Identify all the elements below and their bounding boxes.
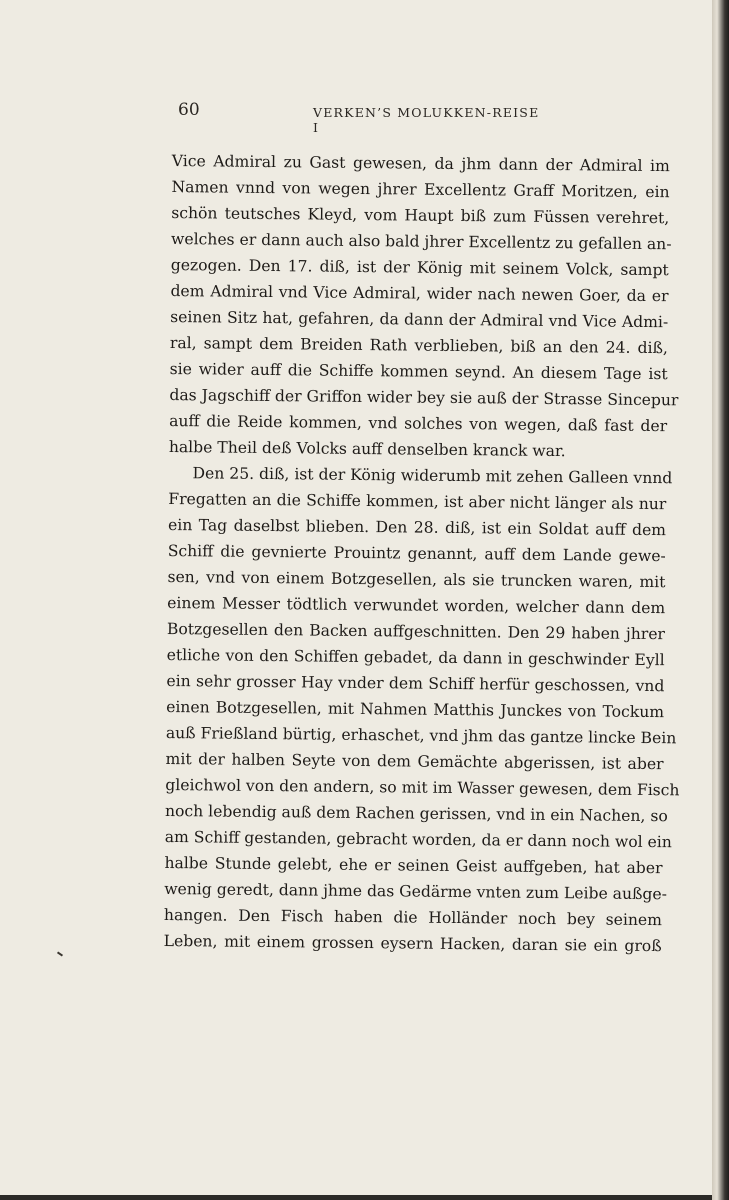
book-spine-edge [712,0,729,1200]
paragraph-2 [163,460,680,959]
body-text [163,148,680,959]
text-line: Den 25. diß, ist der König widerumb mit zehen Galleen vnnd [192,464,673,488]
text-line: sen, vnd von einem Botzgesellen, als sie truncken waren, mit [167,567,666,592]
ink-speck [57,951,63,956]
text-line: Schiff die gevnierte Prouintz genannt, auff dem Lande gewe- [167,541,666,566]
text-line: das Jagschiff der Griffon wider bey sie auß der Strasse Sincepur [169,385,679,410]
text-line: sie wider auff die Schiffe kommen seynd. An diesem Tage ist [169,359,668,384]
text-line: hangen. Den Fisch haben die Holländer noch bey seinem [163,905,663,930]
text-line: etliche von den Schiffen gebadet, da dann in geschwinder Eyll [166,645,665,670]
text-line: am Schiff gestanden, gebracht worden, da er dann noch wol ein [164,827,672,852]
text-line: ein Tag daselbst blieben. Den 28. diß, ist ein Soldat auff dem [167,515,667,540]
text-line: einem Messer tödtlich verwundet worden, welcher dann dem [167,593,666,618]
text-line: Fregatten an die Schiffe kommen, ist aber nicht länger als nur [168,489,667,514]
text-line: auß Frießland bürtig, erhaschet, vnd jhm das gantze lincke Bein [165,723,677,748]
text-line: seinen Sitz hat, gefahren, da dann der Admiral vnd Vice Admi- [170,307,669,332]
page-number: 60 [178,100,200,120]
text-line: schön teutsches Kleyd, vom Haupt biß zum Füssen verehret, [171,203,670,228]
text-line: ral, sampt dem Breiden Rath verblieben, biß an den 24. diß, [169,333,669,358]
text-line: Vice Admiral zu Gast gewesen, da jhm dann der Admiral im [171,151,670,176]
text-line: einen Botzgesellen, mit Nahmen Matthis Junckes von Tockum [166,697,665,722]
text-line: halbe Theil deß Volcks auff denselben kranck war. [168,437,566,461]
running-title: VERKEN’S MOLUKKEN-REISE I [313,105,540,135]
text-line: Botzgesellen den Backen auffgeschnitten. Den 29 haben jhrer [166,619,666,644]
text-line: gleichwol von den andern, so mit im Wasser gewesen, dem Fisch [165,775,680,800]
paragraph-1 [168,148,679,465]
text-line: mit der halben Seyte von dem Gemächte abgerissen, ist aber [165,749,664,774]
text-line: welches er dann auch also bald jhrer Excellentz zu gefallen an- [170,229,672,254]
page-header [178,100,550,135]
text-line: gezogen. Den 17. diß, ist der König mit seinem Volck, sampt [170,255,669,280]
text-line: halbe Stunde gelebt, ehe er seinen Geist auffgeben, hat aber [164,853,663,878]
text-line: noch lebendig auß dem Rachen gerissen, vnd in ein Nachen, so [164,801,668,826]
text-line: dem Admiral vnd Vice Admiral, wider nach newen Goer, da er [170,281,669,306]
text-line: Namen vnnd von wegen jhrer Excellentz Graff Moritzen, ein [171,177,670,202]
text-line: ein sehr grosser Hay vnder dem Schiff herfür geschossen, vnd [166,671,665,696]
text-line: Leben, mit einem grossen eysern Hacken, daran sie ein groß [163,931,662,956]
text-line: wenig geredt, dann jhme das Gedärme vnten zum Leibe außge- [164,879,668,904]
text-line: auff die Reide kommen, vnd solches von wegen, daß fast der [169,411,668,436]
